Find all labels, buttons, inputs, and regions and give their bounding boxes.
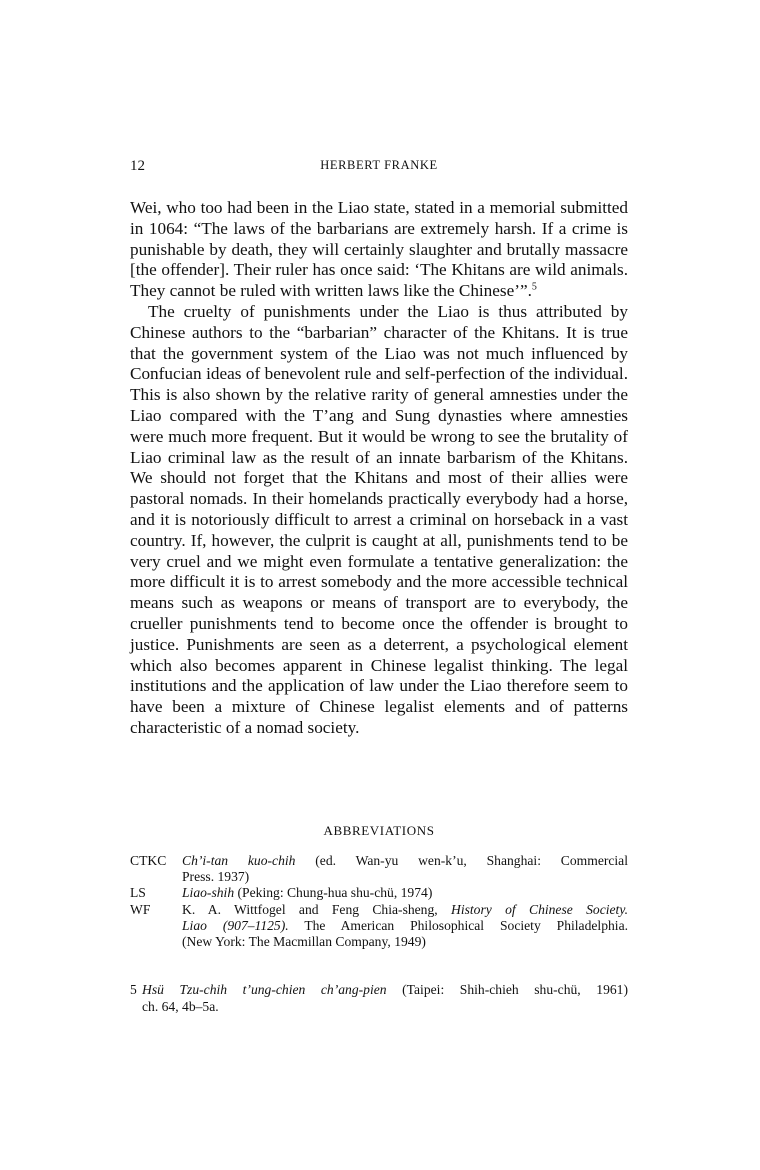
abbreviation-text: The American Philosophical Society Philadelphia. [304,917,628,933]
abbreviation-value [182,853,628,885]
paragraph: The cruelty of punishments under the Liao is thus attributed by Chinese authors to the “barbarian” character of the Khitans. It is true that the government system of the Liao was not much influenced by Confucian ideas of benevolent rule and self-perfection of the individual. This is also shown by the relative rarity of general amnesties under the Liao compared with the T’ang and Sung dynasties where amnesties were much more frequent. But it would be wrong to see the brutality of Liao criminal law as the result of an innate barbarism of the Khitans. We should not forget that the Khitans and most of their allies were pastoral nomads. In their homelands practically everybody had a horse, and it is notoriously difficult to arrest a criminal on horseback in a vast country. If, however, the culprit is caught at all, punishments tend to be very cruel and we might even formulate a tentative generalization: the more difficult it is to arrest somebody and the more accessible technical means such as weapons or means of transport are to everybody, the crueller punishments tend to become once the offender is brought to justice. Punishments are seen as a deterrent, a psychological element which also becomes apparent in Chinese legalist thinking. The legal institutions and the application of law under the Liao therefore seem to have been a mixture of Chinese legalist elements and of patterns characteristic of a nomad society. [130,301,628,737]
footnote [130,982,628,1015]
abbreviations-heading: ABBREVIATIONS [323,823,435,838]
abbreviations-list [130,853,628,950]
abbreviation-text: Press. 1937) [182,869,250,885]
body-text [130,198,628,739]
abbreviation-entry [130,885,628,901]
abbreviation-text: K. A. Wittfogel and Feng Chia-sheng, [182,901,438,917]
paragraph [130,198,628,302]
abbreviation-title: Ch’i-tan kuo-chih [182,853,296,868]
abbreviation-key: WF [130,901,151,917]
abbreviation-value [182,885,628,901]
abbreviation-key: LS [130,885,146,901]
abbreviation-title: Liao-shih [182,885,235,901]
page-number: 12 [130,158,145,174]
abbreviation-key: CTKC [130,853,167,868]
abbreviation-value [182,902,628,951]
abbreviation-text: (ed. Wan-yu wen-k’u, Shanghai: Commercial [315,853,628,868]
footnote-number: 5 [130,982,137,997]
abbreviation-text: (Peking: Chung-hua shu-chü, 1974) [237,885,433,901]
footnote-title: Hsü Tzu-chih t’ung-chien ch’ang-pien [142,982,387,997]
paragraph-text: Wei, who too had been in the Liao state, stated in a memorial submitted in 1064: “The laws of the barbarians are extremely harsh. If a crime is punishable by death, they will certainly slaughter and brutally massacre [the offender]. Their ruler has once said: ‘The Khitans are wild animals. They cannot be ruled with written laws like the Chinese’”. [130,198,628,301]
abbreviation-text: (New York: The Macmillan Company, 1949) [182,934,426,950]
footnote-ref: 5 [531,281,537,293]
abbreviation-entry [130,902,628,951]
abbreviation-title: History of Chinese Society. [451,901,629,917]
abbreviation-title: Liao (907–1125). [182,917,289,933]
footnote-text: ch. 64, 4b–5a. [142,998,219,1014]
footnote-text: (Taipei: Shih-chieh shu-chü, 1961) [402,982,628,997]
running-head: HERBERT FRANKE [320,158,438,172]
abbreviation-entry [130,853,628,885]
